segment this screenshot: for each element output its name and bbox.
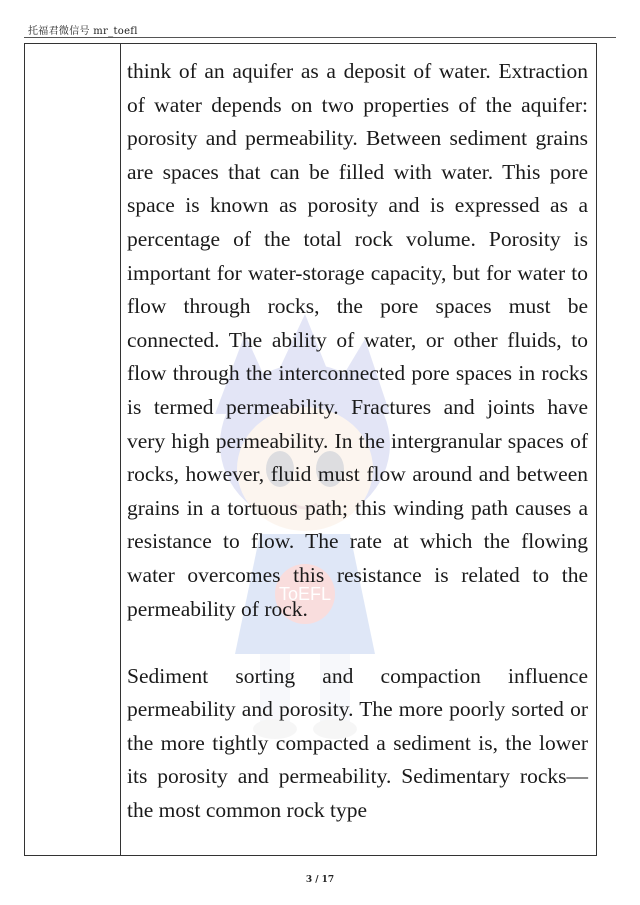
table-left-cell: [25, 44, 120, 855]
table-column-divider: [120, 44, 121, 855]
content-table: [24, 43, 597, 856]
header-rule: [24, 37, 616, 38]
page-number: 3 / 17: [305, 875, 335, 885]
page-header: 托福君微信号 mr_toefl: [28, 26, 138, 37]
passage-text: [127, 55, 588, 855]
watermark-logo-text: ToEFL: [278, 584, 332, 604]
passage-paragraph: think of an aquifer as a deposit of water. Extraction of water depends on two properties of the aquifer: porosity and permeability. Between sediment grains are spaces that can be filled with water. This pore space is known as porosity and is expressed as a percentage of the total rock volume. Porosity is important for water-storage capacity, but for water to flow through rocks, the pore spaces must be connected. The ability of water, or other fluids, to flow through the interconnected pore spaces in rocks is termed permeability. Fractures and joints have very high permeability. In the intergranular spaces of rocks, however, fluid must flow around and between grains in a tortuous path; this winding path causes a resistance to flow. The rate at which the flowing water overcomes this resistance is related to the permeability of rock.: [127, 59, 588, 621]
passage-paragraph: Sediment sorting and compaction influence permeability and porosity. The more poorly sorted or the more tightly compacted a sediment is, the lower its porosity and permeability. Sedimentary rocks—the most common rock type: [127, 663, 588, 823]
